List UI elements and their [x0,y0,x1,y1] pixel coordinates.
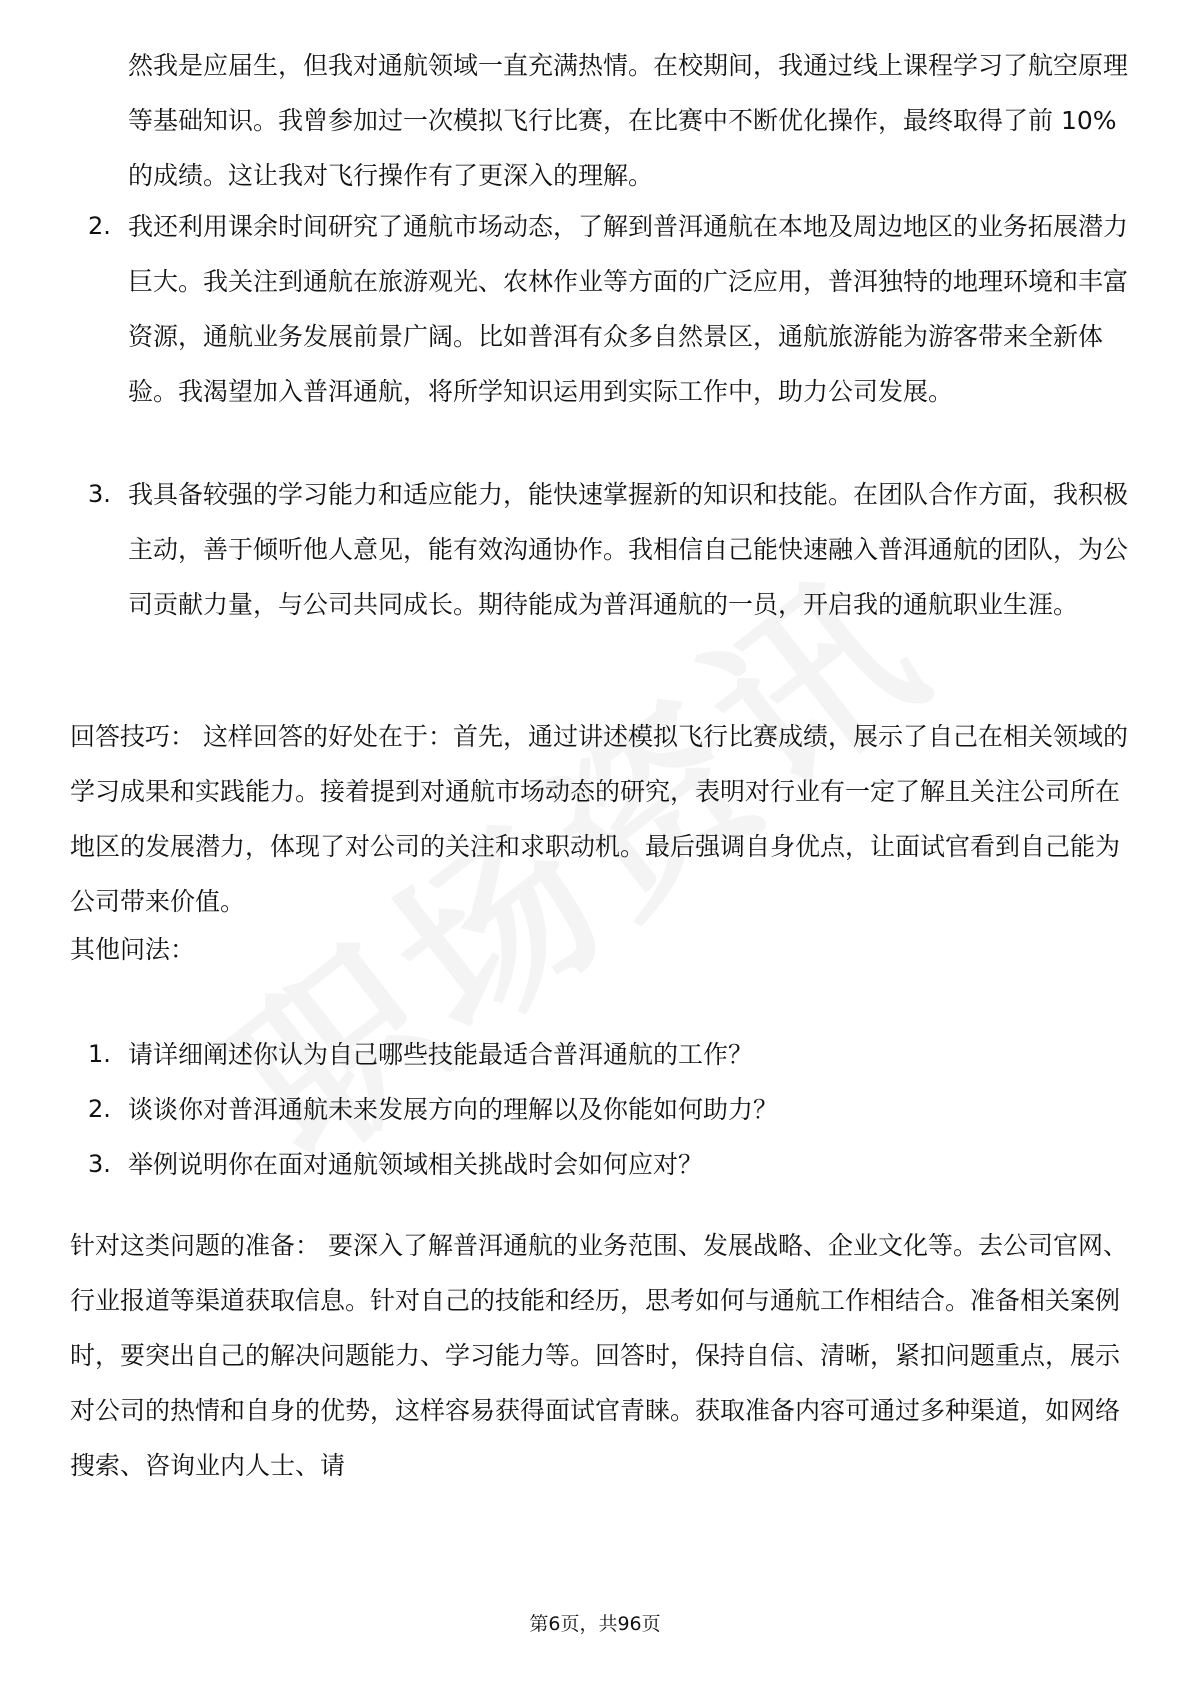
list-item-number: 1. [88,1040,111,1068]
answer-tips-paragraph: 回答技巧： 这样回答的好处在于：首先，通过讲述模拟飞行比赛成绩，展示了自己在相关领域的学习成果和实践能力。接着提到对通航市场动态的研究，表明对行业有一定了解且关注公司所在地区的发展潜力，体现了对公司的关注和求职动机。最后强调自身优点，让面试官看到自己能为公司带来价值。 [70,722,1128,916]
list-item-text: 谈谈你对普洱通航未来发展方向的理解以及你能如何助力？ [128,1095,779,1124]
other-questions-heading: 其他问法： [70,935,196,964]
list-item-text: 然我是应届生，但我对通航领域一直充满热情。在校期间，我通过线上课程学习了航空原理等基础知识。我曾参加过一次模拟飞行比赛，在比赛中不断优化操作，最终取得了前 10%的成绩。这让我对飞行操作有了更深入的理解。 [128,51,1129,190]
list-item-number: 3. [88,480,111,508]
list-item-text: 我具备较强的学习能力和适应能力，能快速掌握新的知识和技能。在团队合作方面，我积极主动，善于倾听他人意见，能有效沟通协作。我相信自己能快速融入普洱通航的团队，为公司贡献力量，与公司共同成长。期待能成为普洱通航的一员，开启我的通航职业生涯。 [128,480,1129,619]
list-item-text: 我还利用课余时间研究了通航市场动态，了解到普洱通航在本地及周边地区的业务拓展潜力巨大。我关注到通航在旅游观光、农林作业等方面的广泛应用，普洱独特的地理环境和丰富资源，通航业务发展前景广阔。比如普洱有众多自然景区，通航旅游能为游客带来全新体验。我渴望加入普洱通航，将所学知识运用到实际工作中，助力公司发展。 [128,212,1129,406]
list-item-number: 2. [88,1095,111,1123]
preparation-paragraph: 针对这类问题的准备： 要深入了解普洱通航的业务范围、发展战略、企业文化等。去公司官网、行业报道等渠道获取信息。针对自己的技能和经历，思考如何与通航工作相结合。准备相关案例时，要突出自己的解决问题能力、学习能力等。回答时，保持自信、清晰，紧扣问题重点，展示对公司的热情和自身的优势，这样容易获得面试官青睐。获取准备内容可通过多种渠道，如网络搜索、咨询业内人士、请 [70,1231,1128,1480]
list-item-number: 2. [88,212,111,240]
page-number: 第6页，共96页 [529,1613,661,1635]
list-item-text: 请详细阐述你认为自己哪些技能最适合普洱通航的工作？ [128,1040,754,1069]
list-item-text: 举例说明你在面对通航领域相关挑战时会如何应对？ [128,1150,704,1179]
list-item-number: 3. [88,1150,111,1178]
